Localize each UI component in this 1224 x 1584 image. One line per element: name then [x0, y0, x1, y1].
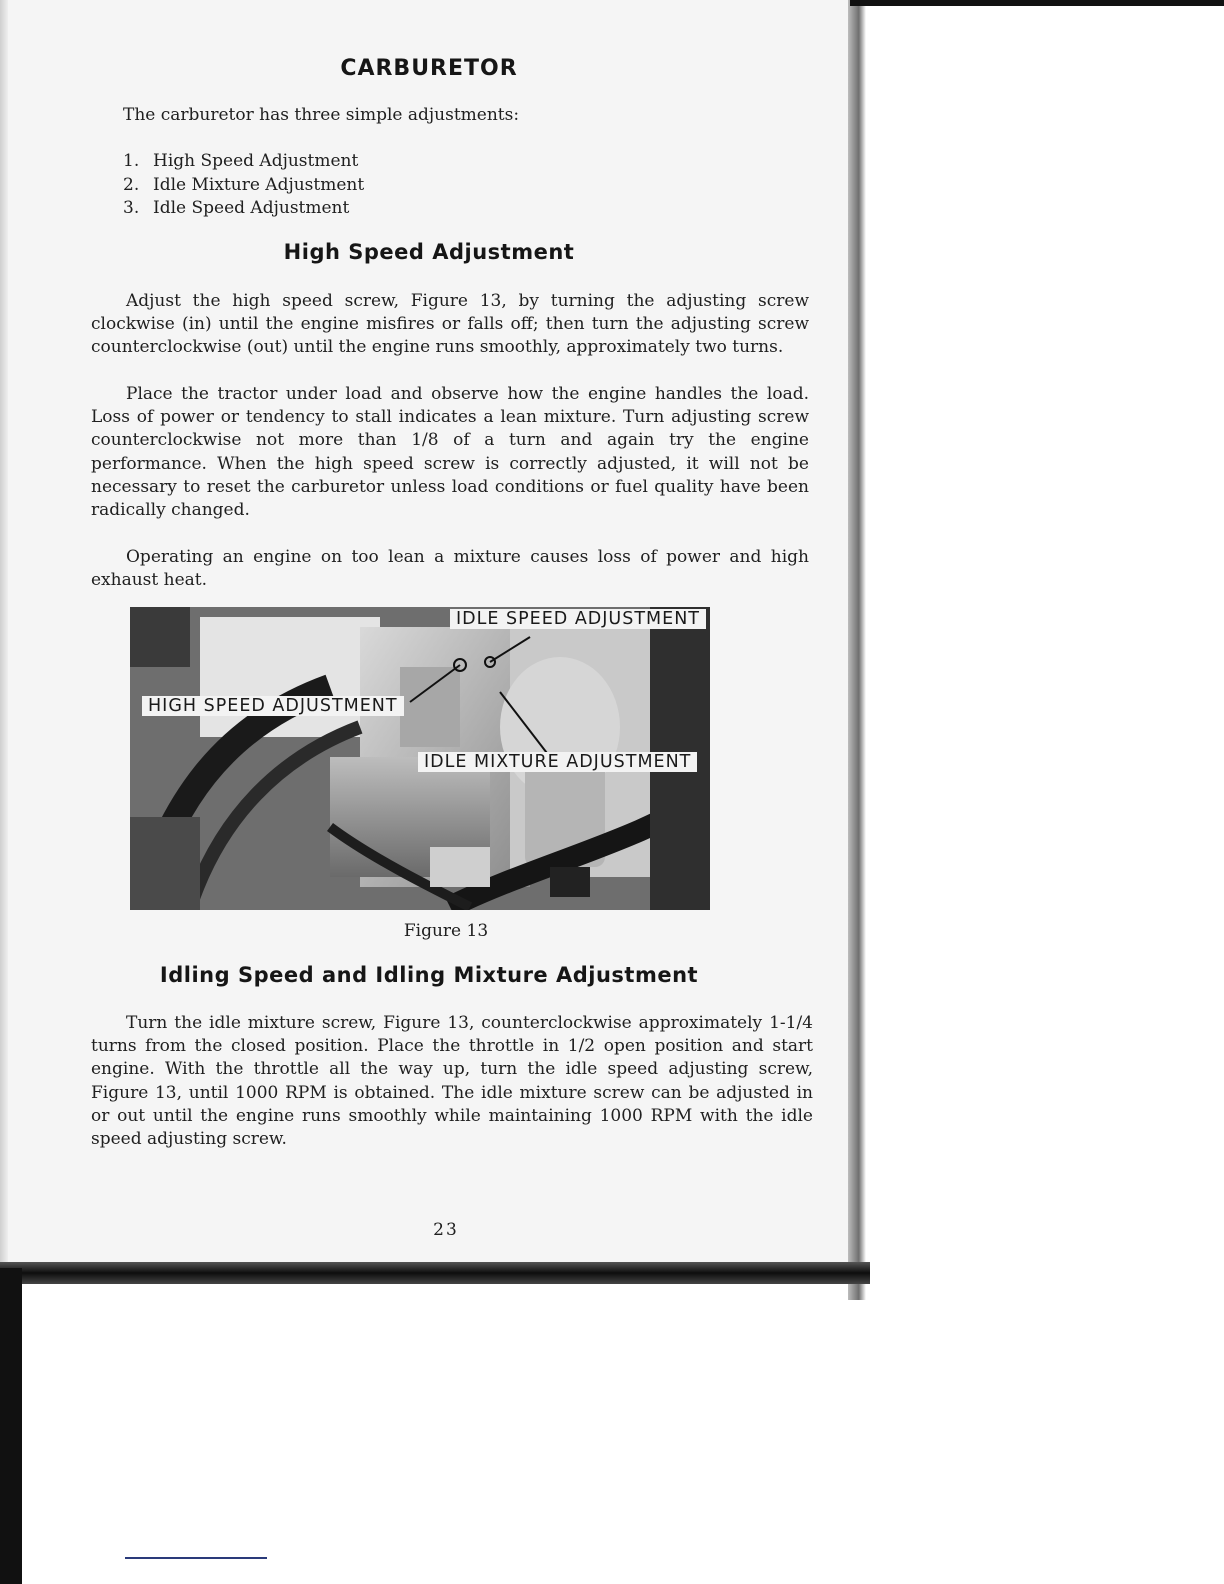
page-number: 23: [433, 1220, 459, 1240]
label-idle-speed-adjustment: IDLE SPEED ADJUSTMENT: [450, 609, 706, 629]
section-heading-idling: Idling Speed and Idling Mixture Adjustment: [159, 963, 699, 987]
list-item: 2. Idle Mixture Adjustment: [123, 174, 365, 195]
figure-caption: Figure 13: [403, 921, 489, 941]
label-idle-mixture-adjustment: IDLE MIXTURE ADJUSTMENT: [418, 752, 697, 772]
scan-left-strip: [0, 1268, 22, 1584]
adjustment-list: [123, 150, 364, 221]
page-right-edge-shadow: [848, 0, 866, 1300]
paragraph: Operating an engine on too lean a mixture causes loss of power and high exhaust heat.: [91, 547, 809, 591]
label-high-speed-adjustment: HIGH SPEED ADJUSTMENT: [142, 696, 404, 716]
paragraph: Place the tractor under load and observe how the engine handles the load. Loss of power or tendency to stall indicates a lean mixture. Turn adjusting screw counterclockwise not more than 1/8 of a turn and again try the engine performance. When the high speed screw is correctly adjusted, it will not be necessary to reset the carburetor unless load conditions or fuel quality have been radically changed.: [91, 384, 809, 521]
section-heading-high-speed: High Speed Adjustment: [283, 240, 575, 264]
footer-rule: [125, 1557, 267, 1559]
list-item: 1. High Speed Adjustment: [123, 151, 359, 171]
page-bottom-edge: [0, 1262, 870, 1284]
paragraph: Adjust the high speed screw, Figure 13, by turning the adjusting screw clockwise (in) until the engine misfires or falls off; then turn the adjusting screw counterclockwise (out) until the engine runs smoothly, approximately two turns.: [91, 291, 809, 358]
carburetor-photo: [130, 607, 710, 910]
page-title: CARBURETOR: [340, 56, 518, 81]
scan-top-edge: [850, 0, 1224, 6]
paragraph: Turn the idle mixture screw, Figure 13, counterclockwise approximately 1-1/4 turns from the closed position. Place the throttle in 1/2 open position and start engine. With the throttle all the way up, turn the idle speed adjusting screw, Figure 13, until 1000 RPM is obtained. The idle mixture screw can be adjusted in or out until the engine runs smoothly while maintaining 1000 RPM with the idle speed adjusting screw.: [91, 1013, 813, 1150]
intro-text: The carburetor has three simple adjustments:: [123, 105, 520, 125]
list-item: 3. Idle Speed Adjustment: [123, 198, 350, 218]
